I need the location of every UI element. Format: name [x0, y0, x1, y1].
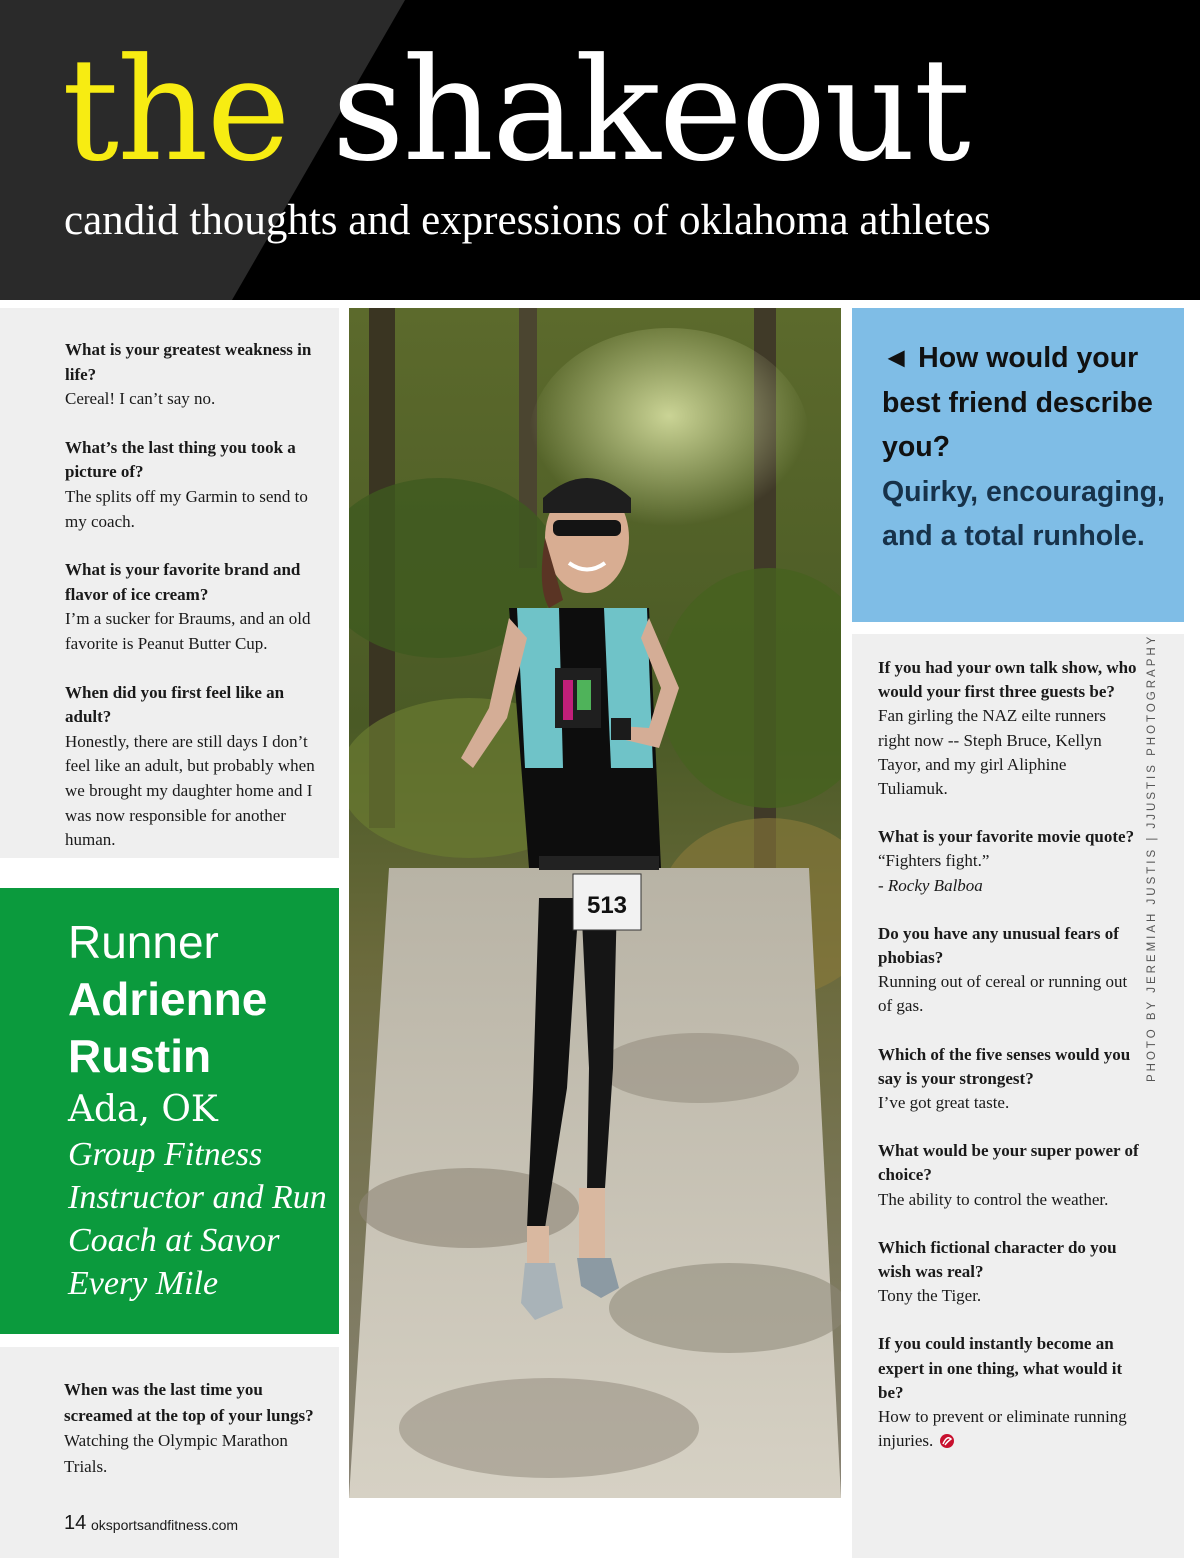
- callout-box: [852, 308, 1184, 622]
- qa-item: [878, 656, 1140, 801]
- question: Which of the five senses would you say is your strongest?: [878, 1044, 1131, 1088]
- qa-item: [878, 1139, 1140, 1212]
- profile-last-name: Rustin: [68, 1030, 212, 1082]
- answer: [878, 1405, 1140, 1453]
- question: When was the last time you screamed at the top of your lungs?: [64, 1380, 314, 1425]
- page-number: 14: [64, 1512, 87, 1534]
- qa-item: [65, 338, 325, 412]
- answer: I’ve got great taste.: [878, 1093, 1010, 1113]
- answer: Honestly, there are still days I don’t feel like an adult, but probably when we brought my daughter home and I was now responsible for another human.: [65, 731, 315, 850]
- left-arrow-icon: ◄: [882, 342, 911, 374]
- right-qa-panel: [852, 634, 1184, 1558]
- question: What is your favorite brand and flavor of ice cream?: [65, 560, 301, 604]
- profile-location: Ada, OK: [68, 1089, 218, 1130]
- runner-photo: [349, 308, 841, 1498]
- page-subtitle: candid thoughts and expressions of oklahoma athletes: [64, 197, 991, 244]
- question: What’s the last thing you took a picture of?: [65, 437, 296, 482]
- profile-label: Runner: [68, 916, 219, 968]
- profile-first-name: Adrienne: [68, 973, 268, 1025]
- question: What is your greatest weakness in life?: [65, 340, 312, 384]
- callout-question-text: How would your best friend describe you?: [882, 342, 1153, 463]
- qa-item: [65, 436, 325, 534]
- answer: The splits off my Garmin to send to my coach.: [65, 486, 308, 531]
- page-title: [62, 28, 969, 193]
- answer: I’m a sucker for Braums, and an old favorite is Peanut Butter Cup.: [65, 609, 311, 653]
- answer: Watching the Olympic Marathon Trials.: [64, 1431, 288, 1476]
- answer: Tony the Tiger.: [878, 1286, 982, 1306]
- question: If you had your own talk show, who would your first three guests be?: [878, 658, 1137, 702]
- qa-item: [878, 1332, 1140, 1453]
- qa-item: [878, 922, 1140, 1019]
- answer: Fan girling the NAZ eilte runners right now -- Steph Bruce, Kellyn Tayor, and my girl Aliphine Tuliamuk.: [878, 706, 1107, 799]
- answer-attribution: - Rocky Balboa: [878, 875, 983, 895]
- end-mark-icon: [939, 1433, 955, 1449]
- answer-text: How to prevent or eliminate running injuries.: [878, 1407, 1127, 1451]
- answer: Cereal! I can’t say no.: [65, 389, 216, 409]
- masthead: [0, 0, 1200, 300]
- runner-illustration: [349, 308, 841, 1498]
- qa-item: [65, 681, 325, 853]
- question: Do you have any unusual fears of phobias?: [878, 923, 1119, 968]
- question: Which fictional character do you wish was real?: [878, 1237, 1117, 1282]
- answer: The ability to control the weather.: [878, 1189, 1109, 1209]
- question: If you could instantly become an expert in one thing, what would it be?: [878, 1334, 1123, 1402]
- athlete-profile-box: [0, 888, 339, 1334]
- qa-item: [64, 1377, 326, 1479]
- left-qa-panel: [0, 308, 339, 858]
- qa-item: [878, 825, 1140, 898]
- question: What is your favorite movie quote?: [878, 827, 1135, 847]
- callout-answer: Quirky, encouraging, and a total runhole.: [882, 475, 1165, 552]
- answer: Running out of cereal or running out of gas.: [878, 972, 1128, 1016]
- callout-question: [882, 336, 1178, 470]
- question: When did you first feel like an adult?: [65, 682, 285, 727]
- bib-number: 513: [586, 892, 628, 919]
- title-word-shakeout: shakeout: [331, 28, 969, 193]
- profile-role: Group Fitness Instructor and Run Coach at Savor Every Mile: [68, 1136, 327, 1302]
- answer: “Fighters fight.”: [878, 851, 990, 871]
- qa-item: [878, 1043, 1140, 1116]
- website-url: oksportsandfitness.com: [91, 1517, 239, 1533]
- title-word-the: the: [62, 28, 289, 193]
- photo-credit: PHOTO BY JEREMIAH JUSTIS | JJUSTIS PHOTOGRAPHY: [1146, 633, 1158, 1082]
- qa-item: [65, 558, 325, 656]
- question: What would be your super power of choice?: [878, 1141, 1139, 1185]
- qa-item: [878, 1236, 1140, 1309]
